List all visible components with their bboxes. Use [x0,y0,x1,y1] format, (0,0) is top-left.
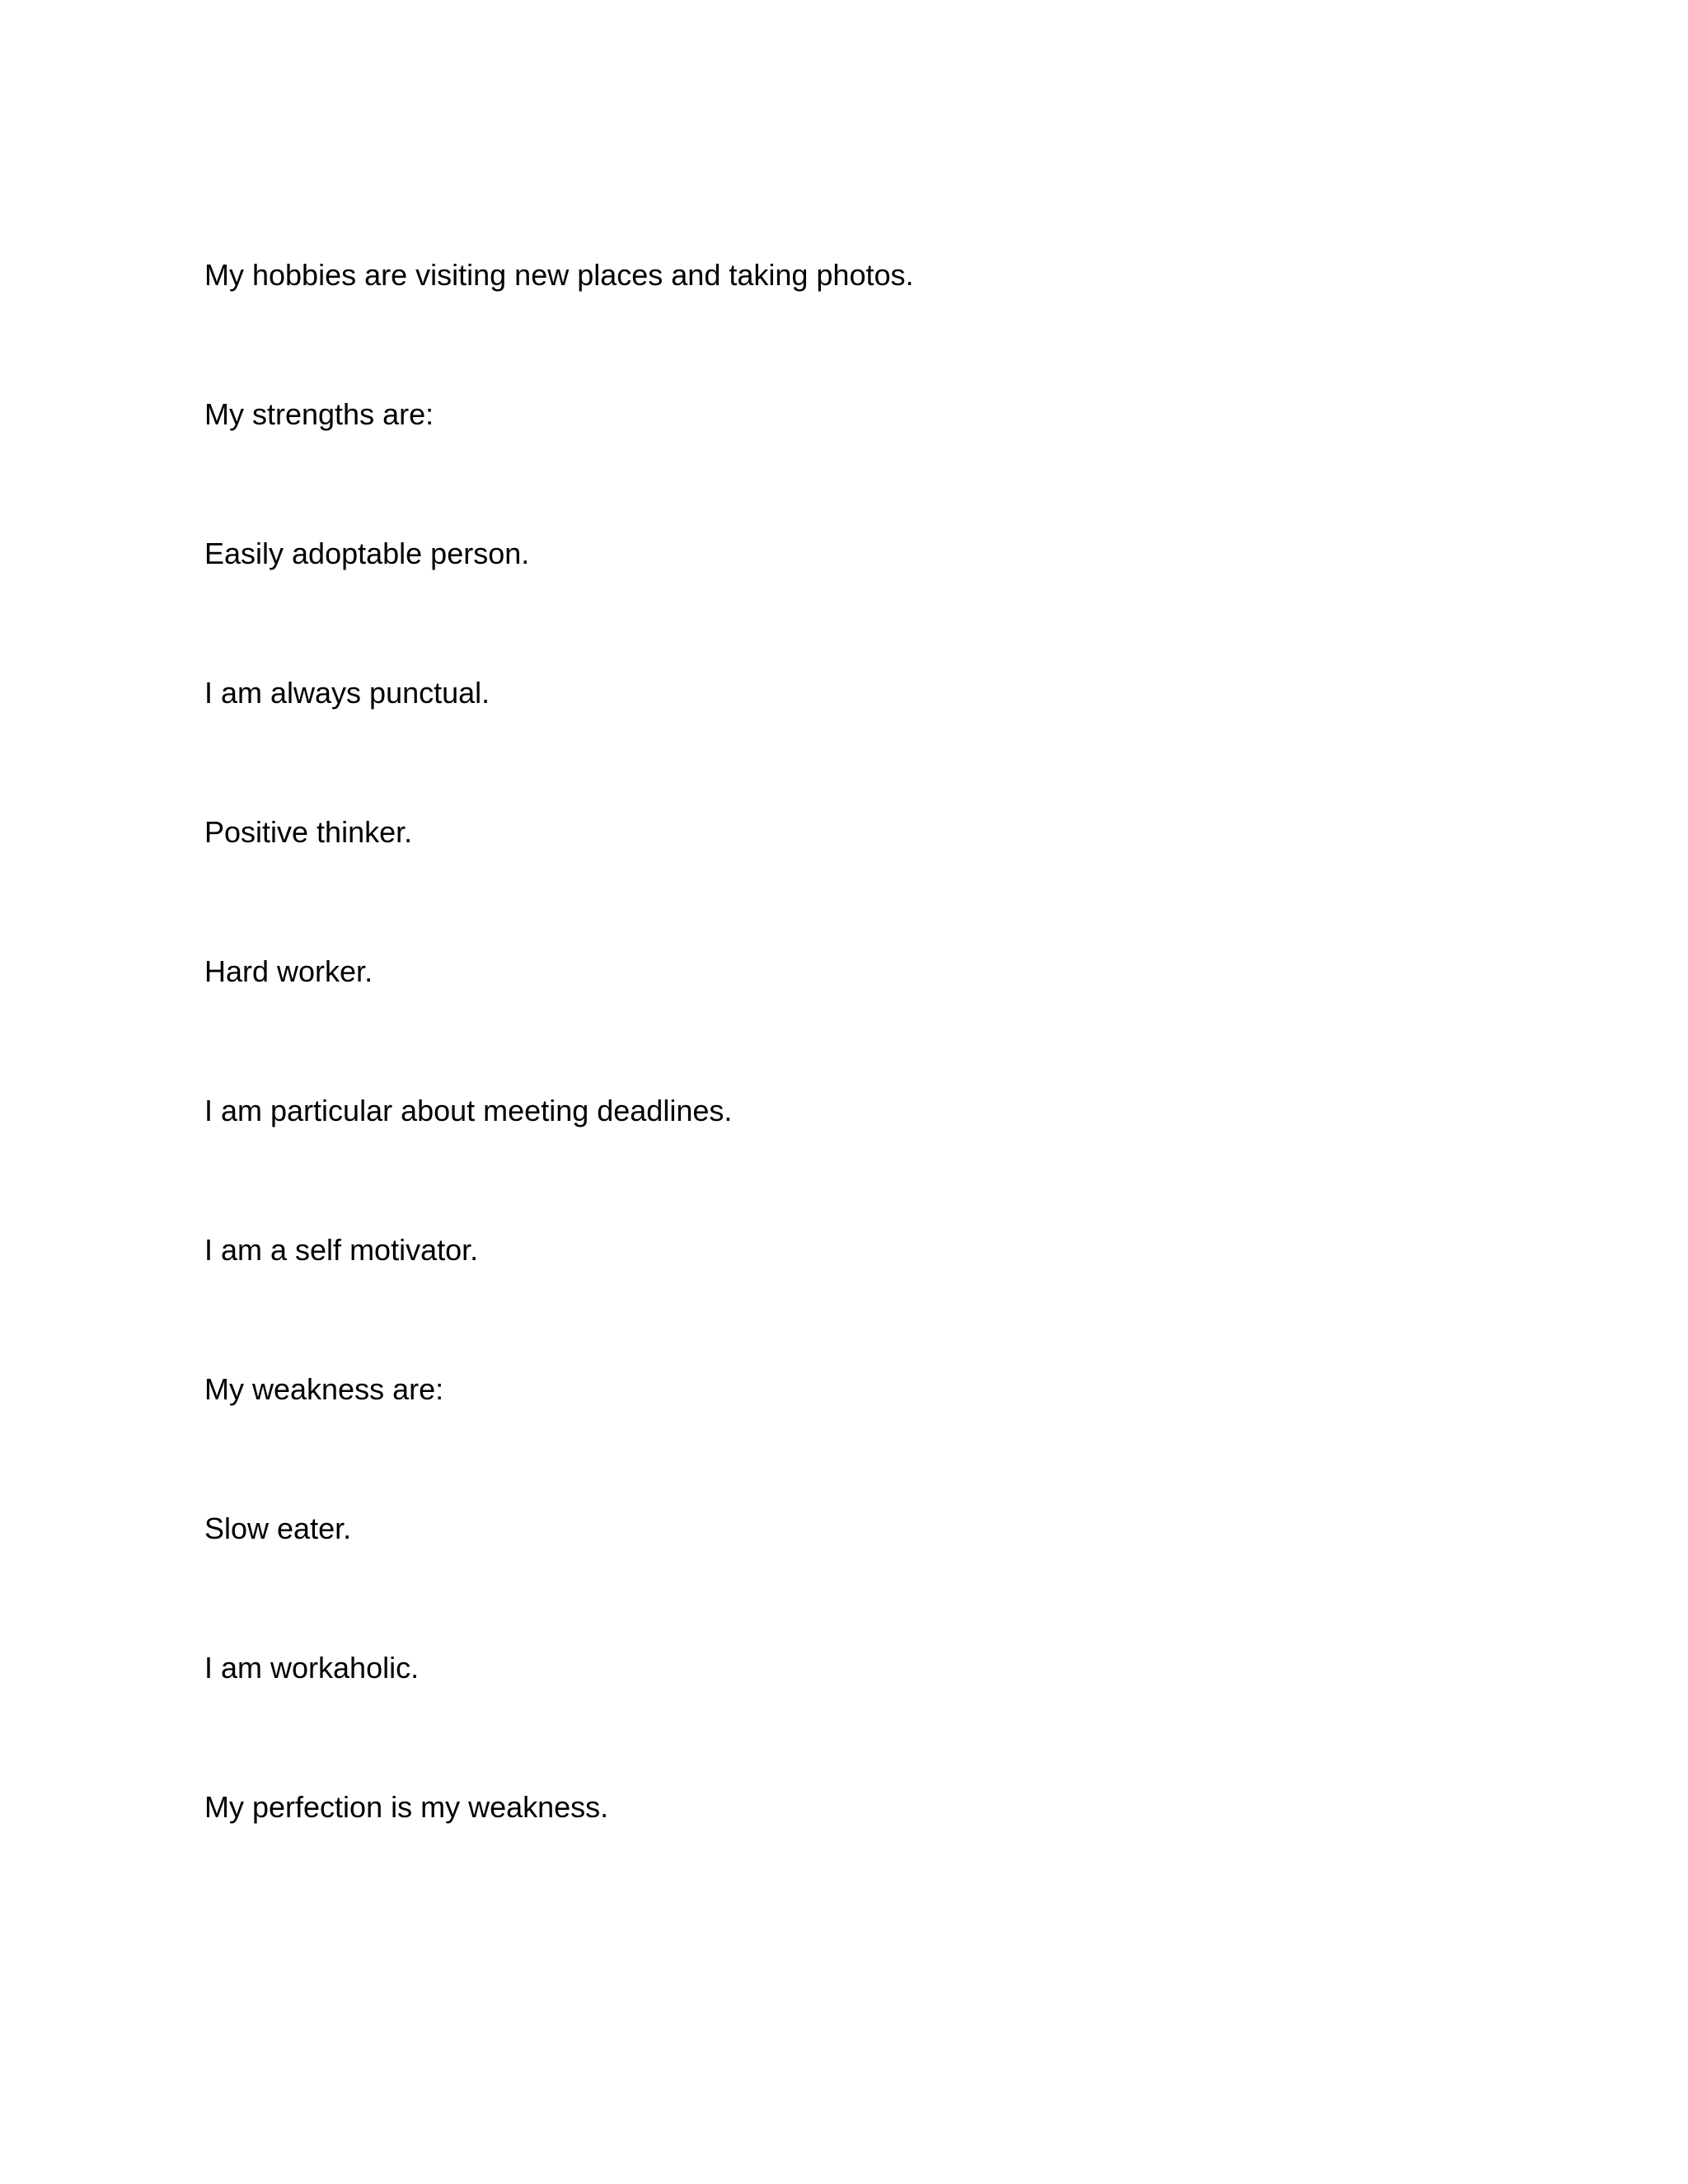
paragraph-hobbies: My hobbies are visiting new places and taking photos. [204,258,914,292]
paragraph-weakness-heading: My weakness are: [204,1372,444,1406]
paragraph-weakness-3: My perfection is my weakness. [204,1790,609,1824]
paragraph-strength-2: I am always punctual. [204,676,490,710]
paragraph-strength-6: I am a self motivator. [204,1233,479,1267]
paragraph-strength-4: Hard worker. [204,954,373,988]
paragraph-weakness-2: I am workaholic. [204,1651,420,1685]
paragraph-strength-3: Positive thinker. [204,815,413,849]
paragraph-weakness-1: Slow eater. [204,1511,352,1545]
paragraph-strength-5: I am particular about meeting deadlines. [204,1094,733,1127]
document-body [204,255,1490,1827]
paragraph-strengths-heading: My strengths are: [204,397,434,431]
paragraph-strength-1: Easily adoptable person. [204,537,530,570]
